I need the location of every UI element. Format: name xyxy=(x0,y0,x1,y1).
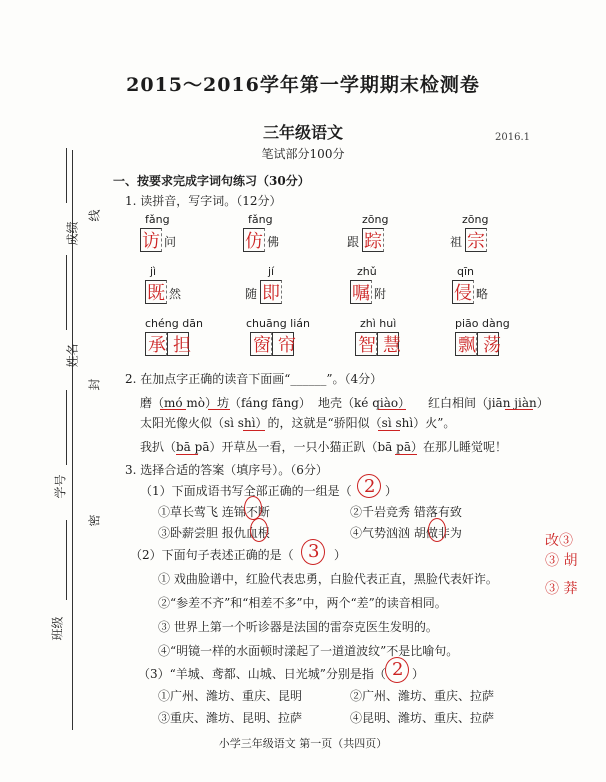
xingming-blank xyxy=(66,255,67,330)
mark-underline xyxy=(176,454,198,455)
error-circle xyxy=(428,518,446,542)
answer: 智 xyxy=(358,335,376,356)
q3-option: ①草长莺飞 连锦不断 xyxy=(158,505,270,519)
answer-circle xyxy=(301,539,325,565)
margin-note: 改③ xyxy=(545,533,573,549)
section-heading: 一、按要求完成字词句练习（30分） xyxy=(113,174,310,188)
answer: 飘 xyxy=(458,335,476,356)
margin-note: ③ 莽 xyxy=(545,581,578,597)
answer: 既 xyxy=(147,283,165,304)
pinyin: zhì huì xyxy=(360,317,397,330)
mark-underline xyxy=(505,409,533,410)
pinyin: jì xyxy=(150,265,157,278)
exam-date: 2016.1 xyxy=(495,132,530,143)
q2-line: 我扒（bā pā）开草丛一看，一只小猫正趴（bā pā）在那儿睡觉呢！ xyxy=(140,440,507,454)
q3-option: ③ 世界上第一个听诊器是法国的雷奈克医生发明的。 xyxy=(158,620,438,634)
answer: 即 xyxy=(262,283,280,304)
q3-option: ③卧薪尝胆 报仇血根 xyxy=(158,526,270,540)
mark-underline xyxy=(378,409,406,410)
char: 略 xyxy=(476,287,489,301)
q3-sub2-prompt: （2）下面句子表述正确的是（ xyxy=(130,548,294,562)
q3-option: ③重庆、潍坊、昆明、拉萨 xyxy=(158,711,303,725)
exam-subtitle: 三年级语文 xyxy=(262,123,343,142)
exam-title: 2015～2016学年第一学期期末检测卷 xyxy=(126,74,480,96)
banji-blank xyxy=(66,520,67,600)
char: 附 xyxy=(374,287,387,301)
pinyin: piāo dàng xyxy=(455,317,510,330)
char: 然 xyxy=(169,287,182,301)
q2-item: 磨（mó mò）坊（fáng fāng） xyxy=(140,396,311,410)
q2-item: 地壳（ké qiào） xyxy=(318,396,411,410)
exam-score: 笔试部分100分 xyxy=(261,147,345,161)
char: 佛 xyxy=(267,235,280,249)
q3-sub3-answer: 2 xyxy=(392,659,404,680)
q3-sub2-answer: 3 xyxy=(308,541,320,562)
pinyin: zhǔ xyxy=(357,265,377,278)
char: 祖 xyxy=(450,235,463,249)
label-xingming: 姓名 xyxy=(65,343,80,368)
q3-sub3-prompt: （3）“羊城、鸢都、山城、日光城”分别是指（ xyxy=(138,667,386,681)
pinyin: fǎng xyxy=(248,213,273,226)
mark-underline xyxy=(243,430,265,431)
q3-option: ①广州、潍坊、重庆、昆明 xyxy=(158,689,303,703)
q2-prompt: 2. 在加点字正确的读音下面画“______”。（4分） xyxy=(125,372,383,386)
answer: 帘 xyxy=(278,335,296,356)
pinyin: chéng dān xyxy=(145,317,203,330)
label-feng: 封 xyxy=(87,378,102,391)
q3-option: ②千岩竞秀 错落有致 xyxy=(350,505,462,519)
answer-circle xyxy=(357,474,381,498)
mark-underline xyxy=(378,430,400,431)
char: 跟 xyxy=(347,235,360,249)
mark-underline xyxy=(160,409,186,410)
q1-prompt: 1. 读拼音，写字词。（12分） xyxy=(125,194,282,208)
answer: 仿 xyxy=(245,231,263,252)
answer-circle xyxy=(385,657,409,683)
label-xian: 线 xyxy=(87,209,102,222)
q3-sub1-answer: 2 xyxy=(364,476,376,497)
paren-close: ） xyxy=(412,667,425,681)
q3-sub1-prompt: （1）下面成语书写全部正确的一组是（ xyxy=(140,484,352,498)
margin-note: ③ 胡 xyxy=(545,553,578,569)
answer: 慧 xyxy=(383,335,401,356)
answer: 宗 xyxy=(467,231,485,252)
pinyin: chuāng lián xyxy=(246,317,311,330)
pinyin: zōng xyxy=(362,213,389,226)
q3-option: ④气势汹汹 胡做非为 xyxy=(350,526,462,540)
q3-option: ④昆明、潍坊、重庆、拉萨 xyxy=(350,711,495,725)
char: 问 xyxy=(164,235,177,249)
paren-close: ） xyxy=(385,484,398,498)
answer: 嘱 xyxy=(352,283,370,304)
error-circle xyxy=(244,496,262,520)
answer: 荡 xyxy=(483,335,501,356)
label-xuehao: 学号 xyxy=(53,474,68,499)
xuehao-blank xyxy=(66,390,67,465)
answer: 侵 xyxy=(454,283,472,304)
answer: 担 xyxy=(173,335,191,356)
q2-item: 红白相间（jiān jiàn） xyxy=(428,396,549,410)
label-mi: 密 xyxy=(87,514,102,527)
q3-option: ②广州、潍坊、重庆、拉萨 xyxy=(350,689,495,703)
q3-option: ④“明镜一样的水面顿时漾起了一道道波纹”不是比喻句。 xyxy=(158,644,459,658)
mark-underline xyxy=(208,409,230,410)
pinyin: zōng xyxy=(462,213,489,226)
pinyin: jí xyxy=(268,265,275,278)
label-banji: 班级 xyxy=(50,616,65,641)
q3-option: ②“参差不齐”和“相差不多”中，两个“差”的读音相同。 xyxy=(158,596,447,610)
char: 随 xyxy=(245,287,258,301)
q3-option: ① 戏曲脸谱中，红脸代表忠勇，白脸代表正直，黑脸代表奸诈。 xyxy=(158,572,498,586)
answer: 访 xyxy=(142,231,160,252)
q3-prompt: 3. 选择合适的答案（填序号）。（6分） xyxy=(125,463,328,477)
label-chengji: 成绩 xyxy=(65,221,80,246)
answer: 承 xyxy=(148,335,166,356)
page-footer: 小学三年级语文 第一页（共四页） xyxy=(218,737,388,750)
error-circle xyxy=(250,518,268,542)
mark-underline xyxy=(395,454,417,455)
q2-line: 太阳光像火似（sì shì）的，这就是“骄阳似（sì shì）火”。 xyxy=(140,416,456,430)
pinyin: qīn xyxy=(457,265,475,278)
paren-close: ） xyxy=(334,548,347,562)
pinyin: fǎng xyxy=(145,213,170,226)
answer: 踪 xyxy=(364,231,382,252)
answer: 窗 xyxy=(253,335,271,356)
